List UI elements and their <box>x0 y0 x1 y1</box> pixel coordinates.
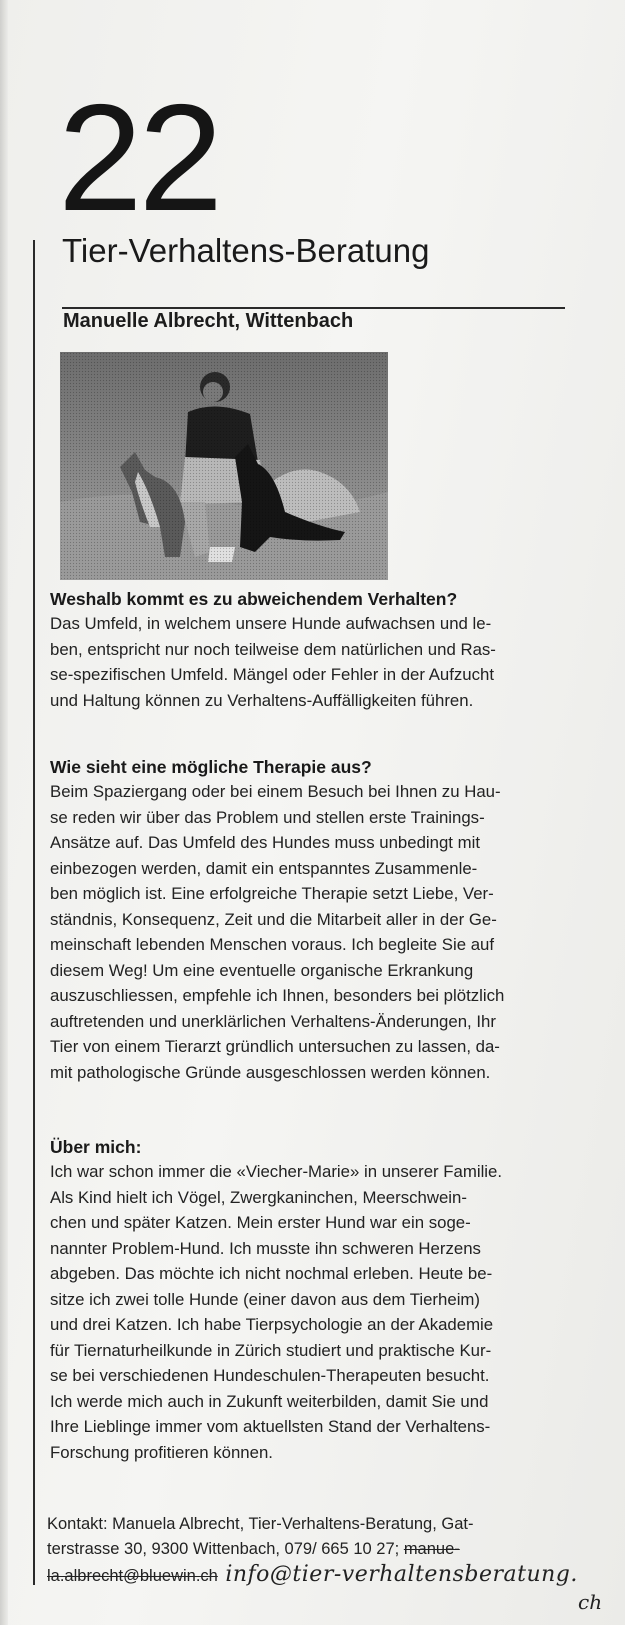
text-line: auszuschliessen, empfehle ich Ihnen, besonders bei plötzlich <box>50 986 505 1005</box>
text-line: se bei verschiedenen Hundeschulen-Therapeuten besucht. <box>50 1366 490 1385</box>
contact-block <box>47 1512 577 1589</box>
struck-email-part: manue- <box>403 1540 460 1558</box>
section-heading: Weshalb kommt es zu abweichendem Verhalten? <box>50 589 458 609</box>
text-line: Ihre Lieblinge immer vom aktuellsten Stand der Verhaltens- <box>50 1417 491 1436</box>
title-rule <box>62 307 565 309</box>
text-line: se-spezifischen Umfeld. Mängel oder Fehler in der Aufzucht <box>50 665 494 684</box>
contact-line <box>47 1537 577 1562</box>
text-line: Als Kind hielt ich Vögel, Zwergkaninchen, Meerschwein- <box>50 1187 467 1207</box>
text-line: Forschung profitieren können. <box>50 1442 273 1462</box>
text-line: chen und später Katzen. Mein erster Hund war ein soge- <box>50 1213 471 1232</box>
vertical-rule <box>33 240 35 1585</box>
text-line: ben möglich ist. Eine erfolgreiche Therapie setzt Liebe, Ver- <box>50 884 494 903</box>
struck-email: la.albrecht@bluewin.ch <box>47 1567 218 1585</box>
photo-woman-with-dogs <box>60 352 388 580</box>
text-line: sitze ich zwei tolle Hunde (einer davon aus dem Tierheim) <box>50 1289 480 1309</box>
text-line: Das Umfeld, in welchem unsere Hunde aufwachsen und le- <box>50 614 492 633</box>
text-line: abgeben. Das möchte ich nicht nochmal erleben. Heute be- <box>50 1264 493 1283</box>
text-line: auftretenden und unerklärlichen Verhaltens-Änderungen, Ihr <box>50 1011 496 1031</box>
author-line: Manuelle Albrecht, Wittenbach <box>63 310 354 332</box>
text-line: und drei Katzen. Ich habe Tierpsychologie an der Akademie <box>50 1315 494 1334</box>
paper-edge <box>0 0 8 1625</box>
section-heading: Über mich: <box>50 1137 142 1157</box>
section-body <box>50 1159 570 1465</box>
text-line: meinschaft lebenden Menschen voraus. Ich begleite Sie auf <box>50 935 495 954</box>
text-line: diesem Weg! Um eine eventuelle organische Erkrankung <box>50 960 474 980</box>
page-title: Tier-Verhaltens-Beratung <box>62 232 430 269</box>
text-line: und Haltung können zu Verhaltens-Auffälligkeiten führen. <box>50 690 474 710</box>
section-body <box>50 611 570 713</box>
text-line: ständnis, Konsequenz, Zeit und die Mitarbeit aller in der Ge- <box>50 909 497 929</box>
text-line: mit pathologische Gründe ausgeschlossen werden können. <box>50 1062 491 1082</box>
section-why <box>50 587 570 713</box>
section-body <box>50 779 570 1085</box>
handwritten-email: info@tier-verhaltensberatung. <box>217 1562 578 1587</box>
text-line: Tier von einem Tierarzt gründlich untersuchen zu lassen, da- <box>50 1037 500 1056</box>
text-line: Ich war schon immer die «Viecher-Marie» in unserer Familie. <box>50 1162 503 1181</box>
contact-address: terstrasse 30, 9300 Wittenbach, 079/ 665 10 27; <box>47 1540 404 1558</box>
text-line: ben, entspricht nur noch teilweise dem natürlichen und Ras- <box>50 639 496 659</box>
page-number: 22 <box>58 73 220 243</box>
section-about-me <box>50 1135 570 1465</box>
handwritten-tld: ch <box>578 1590 603 1614</box>
text-line: einbezogen werden, damit ein entspanntes Zusammenle- <box>50 858 478 878</box>
text-line: für Tiernaturheilkunde in Zürich studiert und praktische Kur- <box>50 1340 492 1360</box>
contact-line: Kontakt: Manuela Albrecht, Tier-Verhaltens-Beratung, Gat- <box>47 1515 474 1533</box>
text-line: Ich werde mich auch in Zukunft weiterbilden, damit Sie und <box>50 1391 489 1411</box>
section-therapy <box>50 755 570 1085</box>
contact-line <box>47 1562 577 1589</box>
text-line: Ansätze auf. Das Umfeld des Hundes muss unbedingt mit <box>50 833 481 852</box>
text-line: nannter Problem-Hund. Ich musste ihn schweren Herzens <box>50 1238 481 1258</box>
section-heading: Wie sieht eine mögliche Therapie aus? <box>50 757 372 777</box>
text-line: se reden wir über das Problem und stellen erste Trainings- <box>50 807 485 827</box>
text-line: Beim Spaziergang oder bei einem Besuch bei Ihnen zu Hau- <box>50 782 501 801</box>
